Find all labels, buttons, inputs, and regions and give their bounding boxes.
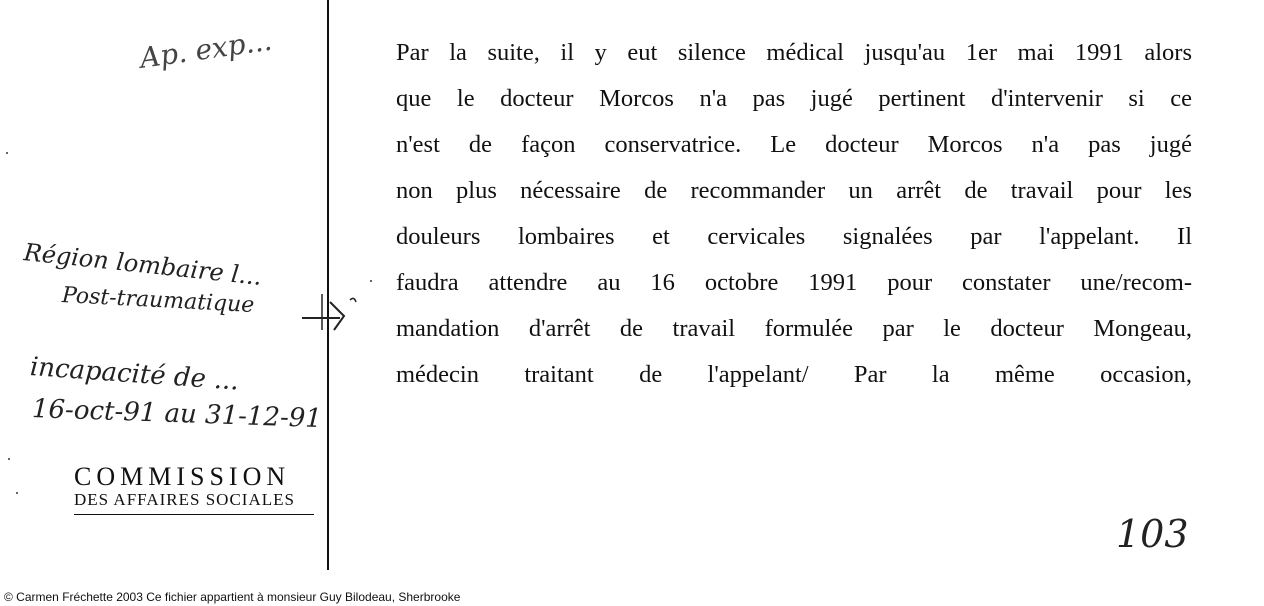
handwritten-note-line-4: 16-oct-91 au 31-12-91 — [31, 394, 323, 435]
paragraph-line: que le docteur Morcos n'a pas jugé pertinent d'intervenir si ce — [396, 85, 1192, 112]
margin-divider — [327, 0, 329, 570]
commission-logo-underline — [74, 514, 314, 515]
scan-speck — [8, 458, 10, 460]
commission-logo — [74, 462, 324, 515]
commission-logo-line-1: COMMISSION — [74, 462, 291, 491]
paragraph-line: Par la suite, il y eut silence médical jusqu'au 1er mai 1991 alors — [396, 39, 1192, 66]
copyright-footer: © Carmen Fréchette 2003 Ce fichier appartient à monsieur Guy Bilodeau, Sherbrooke — [4, 590, 461, 604]
paragraph-line: mandation d'arrêt de travail formulée par le docteur Mongeau, — [396, 315, 1192, 342]
handwritten-note-line-2: Post-traumatique — [61, 283, 255, 319]
handwritten-note-line-3: incapacité de ... — [28, 352, 240, 397]
handwritten-arrow-icon — [300, 290, 360, 334]
handwritten-note-line-1: Région lombaire l... — [22, 238, 264, 291]
handwritten-page-number: 103 — [1116, 512, 1189, 556]
paragraph-line: douleurs lombaires et cervicales signalées par l'appelant. Il — [396, 223, 1192, 250]
scan-speck — [6, 152, 8, 154]
paragraph-line: non plus nécessaire de recommander un arrêt de travail pour les — [396, 177, 1192, 204]
scan-speck — [370, 280, 372, 282]
handwritten-note-top: Ap. exp... — [137, 23, 274, 75]
scan-speck — [16, 492, 18, 494]
document-paragraph — [396, 30, 1192, 398]
commission-logo-line-2: DES AFFAIRES SOCIALES — [74, 490, 295, 509]
paragraph-line: médecin traitant de l'appelant/ Par la même occasion, — [396, 361, 1192, 388]
paragraph-line: n'est de façon conservatrice. Le docteur Morcos n'a pas jugé — [396, 131, 1192, 158]
paragraph-line: faudra attendre au 16 octobre 1991 pour constater une/recom- — [396, 269, 1192, 296]
